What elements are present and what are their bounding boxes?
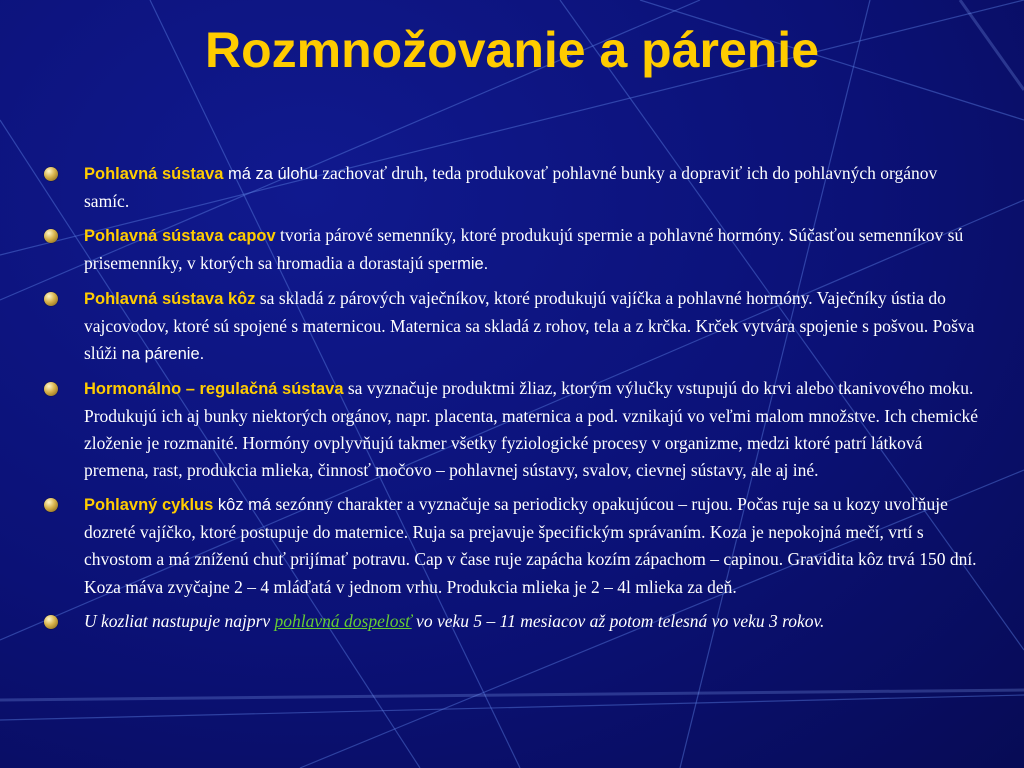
item-highlight: Hormonálno – regulačná sústava (84, 380, 344, 398)
item-highlight: Pohlavná sústava capov (84, 227, 276, 245)
item-highlight: Pohlavná sústava kôz (84, 290, 256, 308)
bullet-list (44, 160, 984, 642)
bullet-icon (44, 167, 58, 181)
list-item (44, 285, 984, 368)
bullet-icon (44, 498, 58, 512)
list-item (44, 222, 984, 278)
bullet-icon (44, 292, 58, 306)
item-text-tail: u. Cap v čase ruje zapácha kozím zápachom – capinou. Gravidita kôz trvá 150 dní. Koza máva zvyčajne 2 – 4 mláďatá v jednom vrhu. Produkcia mlieka je 2 – 4l mlieka za deň. (84, 549, 977, 597)
item-sans-tail: na párenie. (117, 345, 205, 363)
pohlavna-dospelost-link[interactable]: pohlavná dospelosť (274, 611, 412, 631)
bullet-icon (44, 615, 58, 629)
item-text: sezónny charakter a vyznačuje sa periodicky opakujúcou – rujou. Počas ruje sa u kozy uvoľňuje dozreté vajíčko, ktoré postupuje do maternice. Ruja sa prejavuje špecifickým správaním. Koza je nepokojná mečí, vrtí s chvostom a má zníženú chuť prijímať potra (84, 494, 948, 569)
item-italic-before: U kozliat nastupuje najprv (84, 611, 275, 631)
item-highlight: Pohlavný cyklus (84, 496, 214, 514)
item-sans-tail: mie. (457, 255, 489, 273)
item-text: zachovať druh, teda produkovať pohlavné bunky a dopraviť ich do pohlavných orgánov samíc. (84, 163, 938, 211)
list-item (44, 491, 984, 601)
item-sans-text: kôz má (213, 496, 272, 514)
list-item (44, 608, 984, 635)
item-text: tvoria párové semenníky, ktoré produkujú spermie a pohlavné hormóny. Súčasťou semenníkov sú prisemenníky, v ktorých sa hromadia a dorastajú sper (84, 225, 964, 273)
bullet-icon (44, 229, 58, 243)
bullet-icon (44, 382, 58, 396)
list-item (44, 375, 984, 484)
item-highlight: Pohlavná sústava (84, 165, 224, 183)
item-sans-text: má za úlohu (223, 165, 318, 183)
item-italic-after: vo veku 5 – 11 mesiacov až potom telesná vo veku 3 rokov. (411, 611, 825, 631)
item-text: sa vyznačuje produktmi žliaz, ktorým výlučky vstupujú do krvi alebo tkanivového moku. Produkujú ich aj bunky niektorých orgánov, napr. placenta, maternica a pod. vznikajú vo veľmi malom množstve. Ich chemické zloženie je rozmanité. Hormóny ovplyvňujú takmer všetky fyziologické procesy v organizme, medzi ktoré patrí látková premena, rast, produkcia mlieka, činnosť močovo – pohlavnej sústavy, svalov, cievnej sústavy, ale aj iné. (84, 378, 979, 480)
list-item (44, 160, 984, 215)
page-title: Rozmnožovanie a párenie (204, 22, 820, 78)
item-text: sa skladá z párových vaječníkov, ktoré produkujú vajíčka a pohlavné hormóny. Vaječníky ústia do vajcovodov, ktoré sú spojené s maternicou. Maternica sa skladá z rohov, tela a z krčka. Krček vytvára spojenie s pošvou. Pošva slúži (84, 288, 975, 363)
item-sans-mid: v (388, 551, 397, 569)
